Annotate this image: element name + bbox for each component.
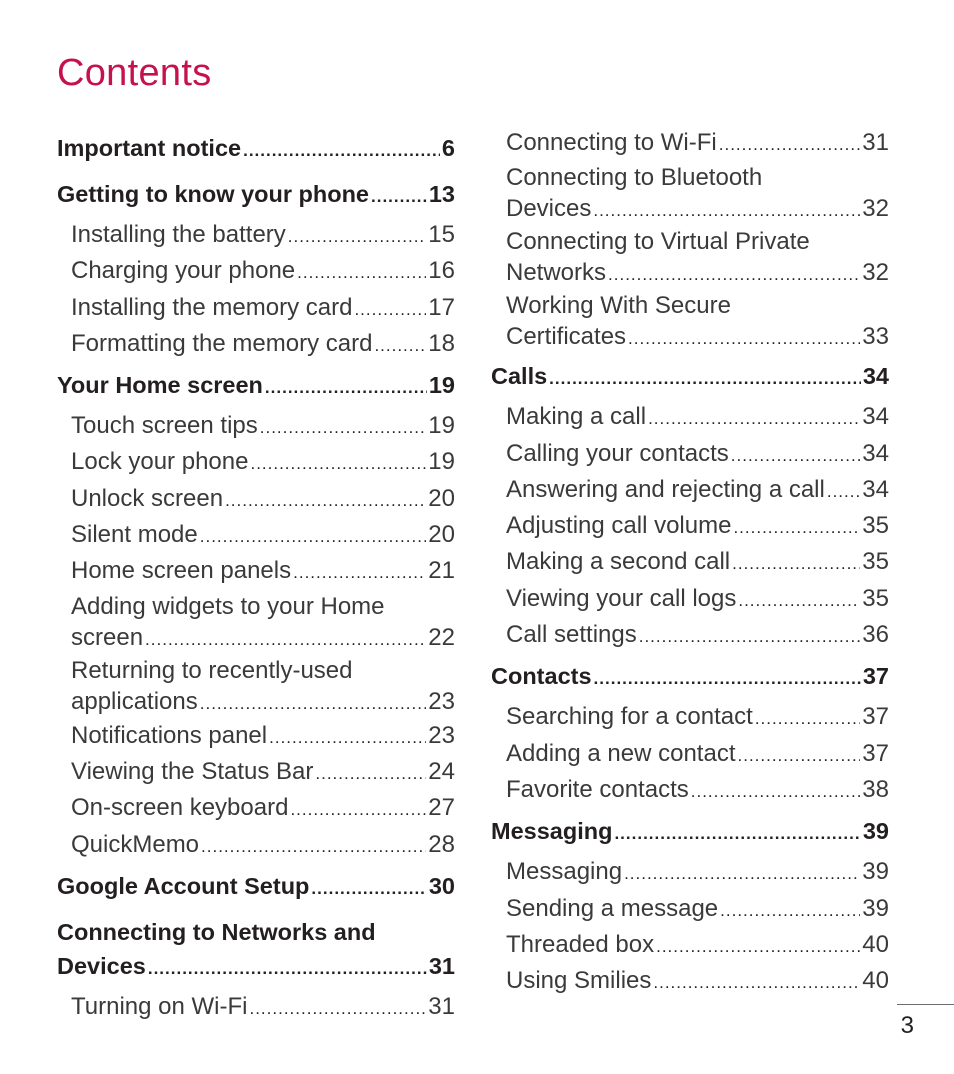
toc-entry-title: Messaging: [506, 858, 623, 886]
toc-entry-line: [506, 400, 889, 436]
toc-entry-title: Adjusting call volume: [506, 512, 732, 540]
footer-rule: [897, 1004, 954, 1005]
dot-leader: [731, 439, 861, 473]
dot-leader: [250, 447, 426, 481]
toc-entry-formatting-the-memory-card[interactable]: [57, 327, 455, 363]
toc-entry-title-line: Connecting to Virtual Private: [506, 228, 810, 256]
toc-entry-title: Installing the battery: [71, 221, 286, 248]
dot-leader: [648, 402, 860, 436]
toc-entry-title-line: Working With Secure: [506, 292, 731, 320]
toc-entry-title: Your Home screen: [57, 372, 263, 399]
toc-page-number: 24: [428, 757, 455, 785]
toc-entry-line: [57, 869, 455, 906]
toc-page-number: 36: [862, 621, 889, 649]
toc-entry-connecting-to-virtual-private-networks[interactable]: [491, 226, 889, 290]
toc-page-number: 39: [862, 894, 889, 922]
toc-page-number: 32: [862, 259, 889, 287]
toc-entry-title: Searching for a contact: [506, 703, 753, 731]
toc-entry-title: Turning on Wi-Fi: [71, 992, 248, 1020]
toc-entry-call-settings[interactable]: [491, 618, 889, 654]
toc-section-google-account-setup[interactable]: [57, 864, 455, 910]
toc-entry-line: [57, 177, 455, 214]
toc-entry-title: On-screen keyboard: [71, 794, 289, 822]
toc-entry-line: [71, 686, 455, 719]
toc-entry-touch-screen-tips[interactable]: [57, 409, 455, 445]
dot-leader: [720, 894, 860, 928]
toc-entry-line: [71, 482, 455, 518]
toc-page-number: 22: [428, 623, 455, 651]
page-number: 3: [900, 1012, 914, 1039]
toc-entry-line: [506, 193, 889, 226]
toc-page-number: 30: [428, 872, 455, 899]
toc-entry-line: [506, 700, 889, 736]
dot-leader: [653, 966, 860, 1000]
toc-page-number: 31: [428, 952, 455, 979]
dot-leader: [148, 952, 427, 986]
toc-entry-line: [506, 964, 889, 1000]
toc-entry-sending-a-message[interactable]: [491, 892, 889, 928]
toc-page-number: 21: [428, 557, 455, 585]
dot-leader: [260, 411, 427, 445]
dot-leader: [639, 620, 861, 654]
toc-entry-installing-the-memory-card[interactable]: [57, 291, 455, 327]
toc-entry-title: Notifications panel: [71, 721, 268, 749]
toc-entry-title: QuickMemo: [71, 830, 200, 858]
toc-entry-title: Contacts: [491, 663, 592, 690]
toc-entry-title: Sending a message: [506, 894, 719, 922]
toc-left-column: [57, 126, 455, 1026]
toc-entry-making-a-second-call[interactable]: [491, 545, 889, 581]
toc-entry-title: Favorite contacts: [506, 775, 689, 803]
toc-page-number: 32: [862, 195, 889, 223]
toc-entry-line: [57, 949, 455, 986]
toc-entry-title: Calls: [491, 363, 548, 390]
dot-leader: [249, 992, 426, 1026]
toc-entry-title-line: Returning to recently-used: [71, 656, 353, 684]
toc-entry-lock-your-phone[interactable]: [57, 445, 455, 481]
dot-leader: [354, 293, 426, 327]
dot-leader: [608, 259, 860, 290]
toc-entry-favorite-contacts[interactable]: [491, 773, 889, 809]
toc-entry-line: [57, 131, 455, 168]
toc-entry-line: [506, 509, 889, 545]
toc-page-number: 19: [428, 372, 455, 399]
toc-entry-answering-and-rejecting-a-call[interactable]: [491, 473, 889, 509]
toc-page-number: 34: [862, 363, 889, 390]
toc-entry-title: Charging your phone: [71, 257, 296, 285]
dot-leader: [311, 872, 426, 906]
toc-entry-connecting-to-bluetooth-devices[interactable]: [491, 162, 889, 226]
toc-entry-quickmemo[interactable]: [57, 828, 455, 864]
toc-entry-home-screen-panels[interactable]: [57, 554, 455, 590]
toc-entry-title: Touch screen tips: [71, 412, 258, 440]
toc-entry-using-smilies[interactable]: [491, 964, 889, 1000]
dot-leader: [732, 547, 860, 581]
toc-entry-title: applications: [71, 687, 198, 715]
toc-entry-title: Formatting the memory card: [71, 329, 373, 357]
toc-entry-line: [506, 126, 889, 162]
dot-leader: [593, 195, 860, 226]
dot-leader: [374, 329, 426, 363]
toc-section-connecting-to-networks-and-devices[interactable]: [57, 910, 455, 990]
toc-entry-line: [506, 437, 889, 473]
toc-entry-unlock-screen[interactable]: [57, 482, 455, 518]
toc-page-number: 23: [428, 687, 455, 715]
page-title: Contents: [57, 52, 212, 94]
toc-section-messaging[interactable]: [491, 809, 889, 855]
dot-leader: [549, 362, 861, 396]
toc-entry-making-a-call[interactable]: [491, 400, 889, 436]
toc-entry-silent-mode[interactable]: [57, 518, 455, 554]
dot-leader: [225, 484, 426, 518]
dot-leader: [738, 739, 861, 773]
toc-entry-line: [506, 321, 889, 354]
toc-entry-title: Threaded box: [506, 930, 655, 958]
toc-page-number: 33: [862, 323, 889, 351]
toc-entry-adding-widgets-to-your-home-screen[interactable]: [57, 591, 455, 655]
toc-entry-title: Using Smilies: [506, 967, 652, 995]
toc-entry-threaded-box[interactable]: [491, 928, 889, 964]
toc-list-right: [491, 126, 889, 1000]
toc-page-number: 31: [862, 129, 889, 156]
toc-entry-on-screen-keyboard[interactable]: [57, 791, 455, 827]
dot-leader: [288, 220, 427, 254]
toc-page-number: 35: [862, 548, 889, 576]
toc-entry-title-line: Connecting to Networks and: [57, 918, 376, 945]
toc-entry-viewing-your-call-logs[interactable]: [491, 582, 889, 618]
toc-entry-line: [506, 737, 889, 773]
toc-page-number: 38: [862, 775, 889, 803]
toc-entry-title: Devices: [506, 195, 592, 223]
toc-page-number: 31: [428, 992, 455, 1020]
toc-entry-title: Viewing your call logs: [506, 584, 737, 612]
toc-entry-messaging[interactable]: [491, 855, 889, 891]
toc-page-number: 28: [428, 830, 455, 858]
dot-leader: [201, 830, 426, 864]
toc-right-column: [491, 126, 889, 1000]
toc-entry-title: Viewing the Status Bar: [71, 757, 314, 785]
toc-entry-line: [71, 291, 455, 327]
toc-page-number: 27: [428, 794, 455, 822]
toc-entry-title-line: Connecting to Bluetooth: [506, 164, 763, 192]
toc-section-your-home-screen[interactable]: [57, 363, 455, 409]
toc-entry-title: Google Account Setup: [57, 872, 310, 899]
toc-entry-line: [71, 409, 455, 445]
toc-page-number: 40: [862, 930, 889, 958]
toc-entry-title: Messaging: [491, 818, 613, 845]
toc-section-calls[interactable]: [491, 354, 889, 400]
toc-entry-line: [71, 622, 455, 655]
toc-page-number: 6: [441, 135, 455, 161]
toc-entry-line: [506, 582, 889, 618]
toc-page-number: 16: [428, 257, 455, 285]
toc-page-number: 39: [862, 818, 889, 845]
dot-leader: [656, 930, 860, 964]
toc-page-number: 34: [862, 403, 889, 431]
toc-entry-notifications-panel[interactable]: [57, 719, 455, 755]
toc-entry-working-with-secure-certificates[interactable]: [491, 290, 889, 354]
toc-entry-title: Making a second call: [506, 548, 731, 576]
toc-page-number: 13: [428, 181, 455, 207]
toc-entry-title: Networks: [506, 259, 607, 287]
toc-entry-title: Unlock screen: [71, 484, 224, 512]
dot-leader: [200, 688, 427, 719]
dot-leader: [827, 475, 860, 509]
toc-entry-title-line: Adding widgets to your Home: [71, 592, 385, 620]
toc-entry-title: Devices: [57, 952, 146, 979]
toc-entry-calling-your-contacts[interactable]: [491, 437, 889, 473]
toc-entry-line: [71, 327, 455, 363]
dot-leader: [297, 256, 426, 290]
toc-entry-line: [71, 254, 455, 290]
toc-page-number: 39: [862, 858, 889, 886]
toc-page-number: 20: [428, 521, 455, 549]
toc-entry-line: [71, 990, 455, 1026]
toc-entry-connecting-to-wi-fi[interactable]: [491, 126, 889, 162]
toc-entry-line: [506, 618, 889, 654]
toc-page-number: 19: [428, 412, 455, 440]
toc-entry-searching-for-a-contact[interactable]: [491, 700, 889, 736]
toc-entry-line: [506, 855, 889, 891]
toc-entry-line: [491, 359, 889, 396]
toc-entry-line: [506, 545, 889, 581]
toc-entry-line: [506, 928, 889, 964]
dot-leader: [293, 556, 426, 590]
toc-section-contacts[interactable]: [491, 654, 889, 700]
toc-page-number: 18: [428, 329, 455, 357]
toc-entry-title: Certificates: [506, 323, 627, 351]
dot-leader: [719, 128, 861, 162]
toc-page-number: 34: [862, 439, 889, 467]
toc-entry-viewing-the-status-bar[interactable]: [57, 755, 455, 791]
toc-entry-turning-on-wi-fi[interactable]: [57, 990, 455, 1026]
dot-leader: [265, 371, 427, 405]
toc-page-number: 19: [428, 448, 455, 476]
dot-leader: [614, 817, 860, 851]
toc-entry-title: Lock your phone: [71, 448, 249, 476]
toc-page-number: 35: [862, 512, 889, 540]
toc-entry-line: [491, 659, 889, 696]
toc-page-number: 15: [428, 221, 455, 248]
toc-entry-line: [71, 218, 455, 254]
toc-section-getting-to-know-your-phone[interactable]: [57, 172, 455, 218]
toc-entry-line: [71, 719, 455, 755]
toc-entry-line: [57, 368, 455, 405]
toc-entry-charging-your-phone[interactable]: [57, 254, 455, 290]
dot-leader: [269, 721, 426, 755]
toc-entry-title: Making a call: [506, 403, 647, 431]
toc-page-number: 37: [862, 703, 889, 731]
dot-leader: [733, 511, 860, 545]
dot-leader: [738, 584, 860, 618]
toc-entry-title: Adding a new contact: [506, 739, 736, 767]
toc-entry-title: Home screen panels: [71, 557, 292, 585]
toc-entry-title: Important notice: [57, 135, 242, 161]
toc-page-number: 37: [862, 663, 889, 690]
dot-leader: [691, 775, 861, 809]
toc-entry-line: [71, 828, 455, 864]
toc-entry-adjusting-call-volume[interactable]: [491, 509, 889, 545]
dot-leader: [371, 180, 427, 214]
dot-leader: [145, 624, 426, 655]
toc-entry-line: [71, 755, 455, 791]
dot-leader: [628, 323, 860, 354]
toc-entry-line: [71, 518, 455, 554]
toc-entry-line: [506, 473, 889, 509]
toc-page-number: 23: [428, 721, 455, 749]
dot-leader: [594, 662, 861, 696]
toc-entry-title: Installing the memory card: [71, 293, 353, 321]
toc-entry-line: [71, 554, 455, 590]
dot-leader: [755, 702, 860, 736]
toc-entry-adding-a-new-contact[interactable]: [491, 737, 889, 773]
toc-section-important-notice[interactable]: [57, 126, 455, 172]
toc-entry-title: Getting to know your phone: [57, 181, 370, 207]
toc-entry-line: [506, 257, 889, 290]
toc-page-number: 34: [862, 475, 889, 503]
toc-entry-line: [506, 773, 889, 809]
toc-list-left: [57, 126, 455, 1026]
toc-page-number: 35: [862, 584, 889, 612]
toc-page-number: 20: [428, 484, 455, 512]
toc-entry-title: Calling your contacts: [506, 439, 729, 467]
toc-entry-line: [71, 445, 455, 481]
toc-page-number: 40: [862, 967, 889, 995]
toc-page-number: 17: [428, 293, 455, 321]
dot-leader: [200, 520, 427, 554]
toc-entry-title: Call settings: [506, 621, 637, 649]
toc-entry-title: Connecting to Wi-Fi: [506, 129, 717, 156]
dot-leader: [315, 757, 426, 791]
dot-leader: [624, 857, 860, 891]
dot-leader: [243, 134, 440, 168]
toc-entry-title: Silent mode: [71, 521, 198, 549]
toc-entry-line: [71, 791, 455, 827]
toc-entry-line: [506, 892, 889, 928]
dot-leader: [290, 793, 426, 827]
toc-entry-installing-the-battery[interactable]: [57, 218, 455, 254]
toc-entry-line: [491, 814, 889, 851]
toc-entry-returning-to-recently-used-applications[interactable]: [57, 655, 455, 719]
toc-entry-title: screen: [71, 623, 144, 651]
toc-page-number: 37: [862, 739, 889, 767]
toc-entry-title: Answering and rejecting a call: [506, 475, 825, 503]
